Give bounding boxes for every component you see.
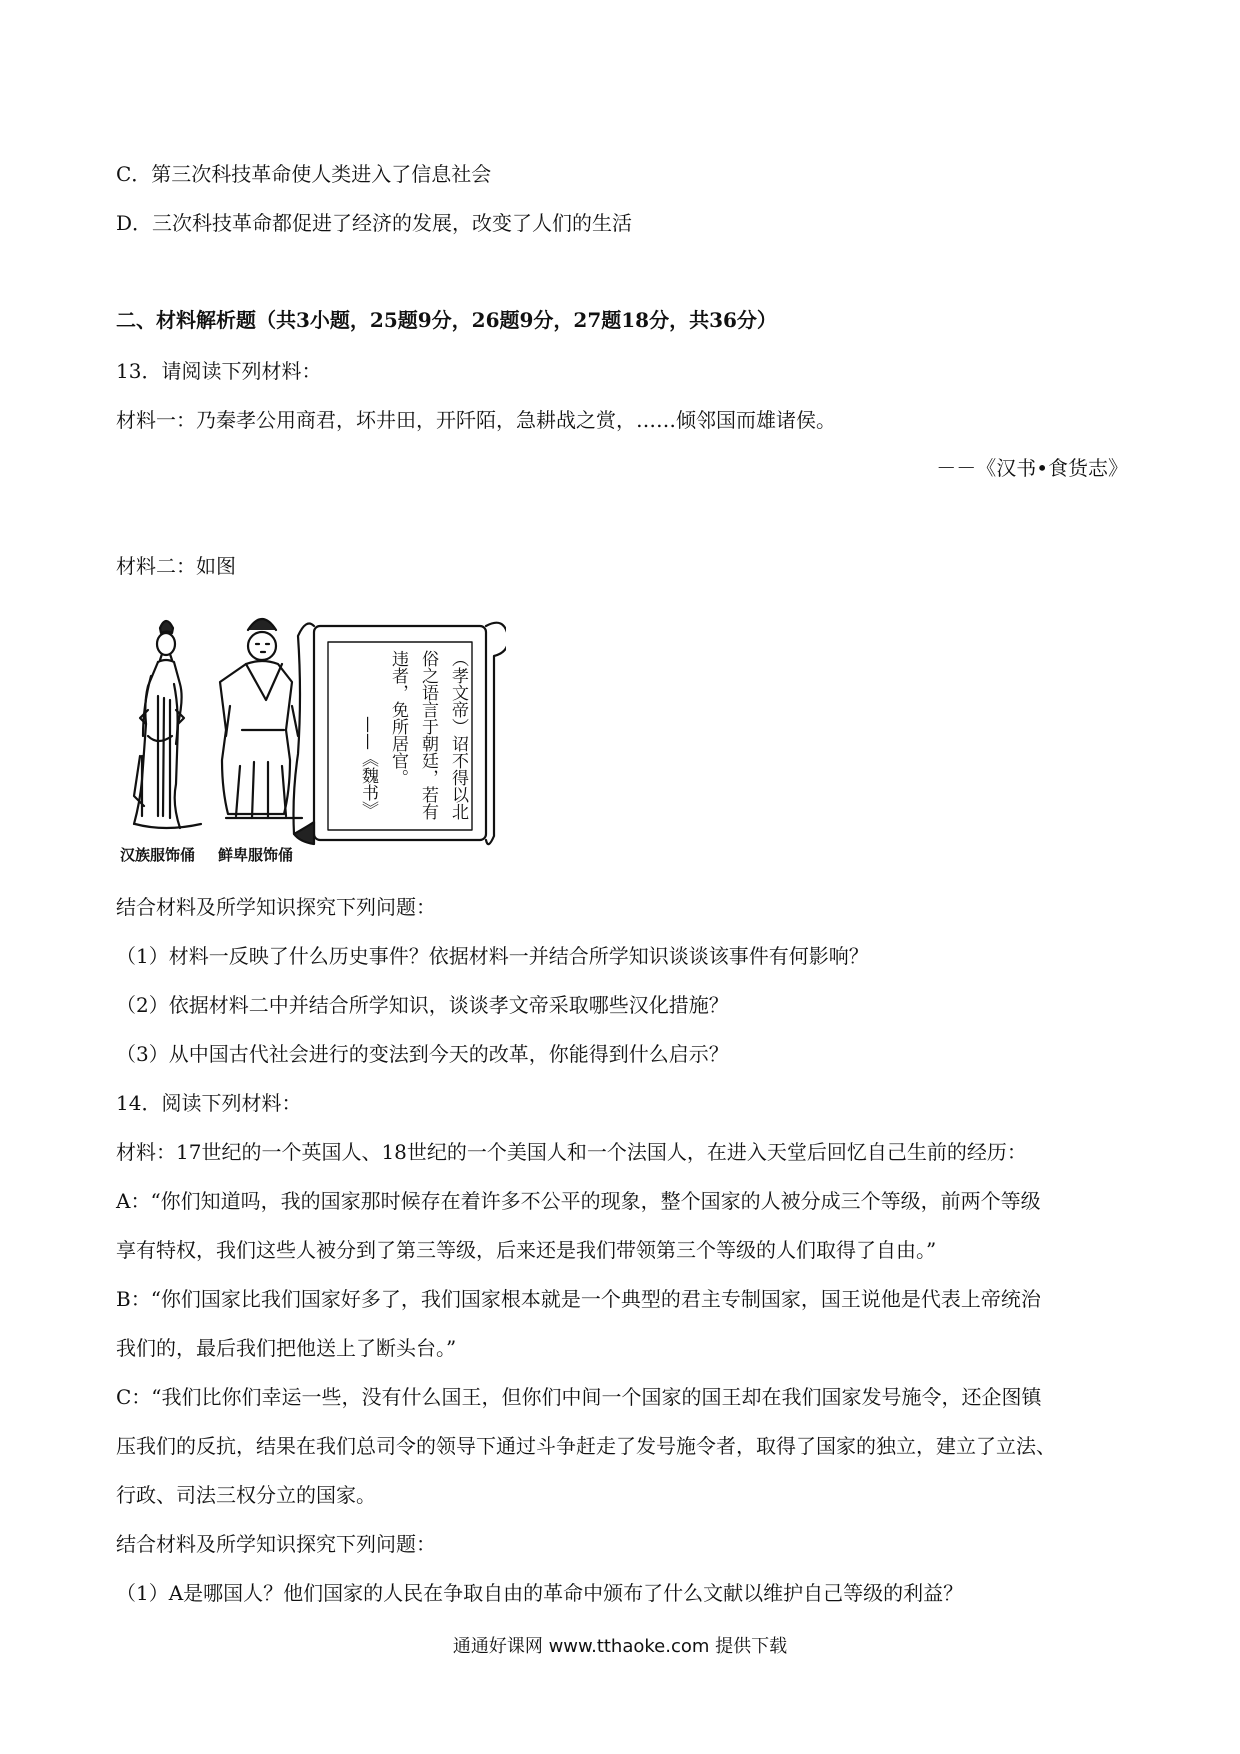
q13-sub1: （1）材料一反映了什么历史事件？依据材料一并结合所学知识谈谈该事件有何影响？ [116,944,869,968]
figurines-and-scroll-illustration [118,606,506,870]
q14-b-line1: B：“你们国家比我们国家好多了，我们国家根本就是一个典型的君主专制国家，国王说他是代表上帝统治 [116,1287,1041,1311]
q14-sub1: （1）A是哪国人？他们国家的人民在争取自由的革命中颁布了什么文献以维护自己等级的利益？ [116,1581,964,1605]
q13-material1: 材料一：乃秦孝公用商君，坏井田，开阡陌，急耕战之赏，……倾邻国而雄诸侯。 [116,408,836,432]
option-d: D．三次科技革命都促进了经济的发展，改变了人们的生活 [116,211,633,235]
q13-sub3: （3）从中国古代社会进行的变法到今天的改革，你能得到什么启示？ [116,1042,729,1066]
q13-figure [118,606,506,870]
scroll-source: ——《魏书》 [358,716,378,818]
section-title: 二、材料解析题（共3小题，25题9分，26题9分，27题18分，共36分） [116,308,777,332]
q14-a-line2: 享有特权，我们这些人被分到了第三等级，后来还是我们带领第三个等级的人们取得了自由。” [116,1238,937,1262]
page-footer: 通通好课网 www.tthaoke.com 提供下载 [452,1636,788,1657]
q14-b-line2: 我们的，最后我们把他送上了断头台。” [116,1336,457,1360]
q14-a-line1: A：“你们知道吗，我的国家那时候存在着许多不公平的现象，整个国家的人被分成三个等级，前两个等级 [116,1189,1041,1213]
scroll-col3: 违者，免所居官。 [388,650,408,786]
q14-stem: 14．阅读下列材料： [116,1091,302,1115]
scroll-col1: （孝文帝）诏不得以北 [448,650,468,820]
q13-prompt: 结合材料及所学知识探究下列问题： [116,895,436,919]
q14-material: 材料：17世纪的一个英国人、18世纪的一个美国人和一个法国人，在进入天堂后回忆自己生前的经历： [116,1140,1027,1164]
q14-prompt: 结合材料及所学知识探究下列问题： [116,1532,436,1556]
han-figurine-icon [134,621,201,828]
q14-c-line2: 压我们的反抗，结果在我们总司令的领导下通过斗争赶走了发号施令者，取得了国家的独立，建立了立法、 [116,1434,1056,1458]
xianbei-figurine-icon [220,619,302,818]
q14-c-line3: 行政、司法三权分立的国家。 [116,1483,376,1507]
scroll-col2: 俗之语言于朝廷，若有 [418,650,438,820]
caption-han: 汉族服饰俑 [120,846,196,864]
q13-material2-label: 材料二：如图 [116,554,236,578]
option-c: C．第三次科技革命使人类进入了信息社会 [116,162,492,186]
q13-source1: －－《汉书•食货志》 [936,456,1128,480]
q13-sub2: （2）依据材料二中并结合所学知识，谈谈孝文帝采取哪些汉化措施？ [116,993,729,1017]
caption-xianbei: 鲜卑服饰俑 [218,846,294,864]
q13-stem: 13．请阅读下列材料： [116,359,322,383]
q14-c-line1: C：“我们比你们幸运一些，没有什么国王，但你们中间一个国家的国王却在我们国家发号施令，还企图镇 [116,1385,1042,1409]
